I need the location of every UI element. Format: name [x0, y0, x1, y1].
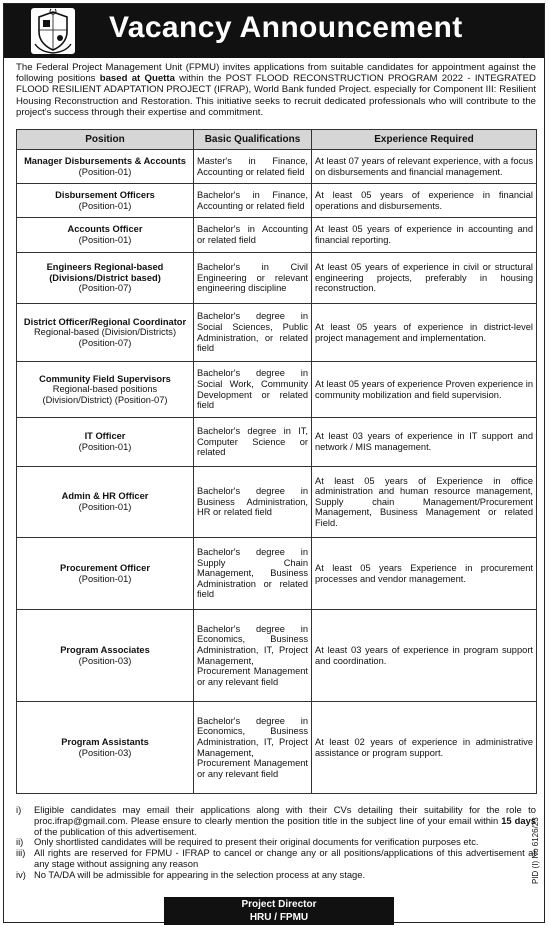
note-text: Eligible candidates may email their applications along with their CVs detailing their suitability for the role to proc.ifrap@gmail.com. Please ensure to clearly mention the position title in the subject line of your email within 15 days of the publication of this advertisement.: [34, 804, 536, 837]
position-name: District Officer/Regional Coordinator: [23, 316, 187, 327]
table-row: [17, 253, 537, 304]
note-text: No TA/DA will be admissible for appearing in the selection process at any stage.: [34, 868, 366, 880]
position-cell: [17, 150, 194, 184]
qualification-cell: Bachelor's degree in Economics, Business Administration, IT, Project Management, Procurement Management or any relevant field: [194, 610, 312, 702]
position-cell: [17, 467, 194, 538]
experience-cell: At least 05 years of experience in district-level project management and implementation.: [312, 304, 537, 362]
experience-cell: At least 02 years of experience in administrative assistance or program support.: [312, 702, 537, 794]
experience-cell: At least 07 years of relevant experience, with a focus on disbursements and financial management.: [312, 150, 537, 184]
position-count: Regional-based positions (Division/District) (Position-07): [42, 384, 168, 405]
note-text: Only shortlisted candidates will be required to present their original documents for verification purposes etc.: [34, 836, 479, 848]
signatory-office: HRU / FPMU: [249, 912, 309, 923]
position-cell: [17, 304, 194, 362]
position-count: (Position-01): [78, 166, 132, 177]
table-row: [17, 150, 537, 184]
table-row: [17, 538, 537, 610]
note-item: [16, 848, 536, 870]
experience-cell: At least 03 years of experience in IT support and network / MIS management.: [312, 418, 537, 467]
state-emblem-logo: [31, 8, 75, 54]
application-notes: [16, 805, 536, 881]
positions-table: [16, 129, 537, 794]
table-row: [17, 304, 537, 362]
position-cell: [17, 184, 194, 218]
position-count: (Position-01): [78, 502, 132, 512]
experience-cell: At least 03 years of experience in program support and coordination.: [312, 610, 537, 702]
table-row: [17, 184, 537, 218]
position-count: (Position-01): [78, 235, 132, 245]
position-name: Program Associates: [60, 644, 150, 655]
table-row: [17, 362, 537, 418]
intro-paragraph: The Federal Project Management Unit (FPMU) invites applications from suitable candidates for appointment against the following positions based at Quetta within the POST FLOOD RECONSTRUCTION PROGRAM 2022 - INTEGRATED FLOOD RESILIENT ADAPTATION PROJECT (IFRAP), World Bank funded Project. especially for Component III: Resilient Housing Reconstruction and Restoration. This initiative seeks to recruit dedicated professionals who will contribute to the project's success through their expertise and commitment.: [16, 62, 536, 118]
table-row: [17, 467, 537, 538]
column-header-experience: Experience Required: [312, 130, 537, 150]
qualification-cell: Bachelor's in Civil Engineering or relevant engineering discipline: [194, 253, 312, 304]
note-number: iv): [16, 868, 26, 880]
note-item: [16, 870, 536, 881]
table-header-row: [17, 130, 537, 150]
position-cell: [17, 362, 194, 418]
position-count: (Position-01): [78, 442, 132, 452]
experience-cell: At least 05 years of experience in accounting and financial reporting.: [312, 218, 537, 253]
experience-cell: At least 05 years of experience Proven experience in community mobilization and field supervision.: [312, 362, 537, 418]
position-cell: [17, 702, 194, 794]
position-cell: [17, 418, 194, 467]
table-row: [17, 702, 537, 794]
position-name: Admin & HR Officer: [61, 491, 149, 502]
note-number: iii): [16, 847, 26, 859]
experience-cell: At least 05 years of Experience in office administration and human resource management, Supply chain Management/Procurement Management, Business Management or related Field.: [312, 467, 537, 538]
column-header-position: Position: [17, 130, 194, 150]
note-number: ii): [16, 836, 24, 848]
position-cell: [17, 610, 194, 702]
qualification-cell: Master's in Finance, Accounting or related field: [194, 150, 312, 184]
note-item: [16, 805, 536, 837]
position-name: Procurement Officer: [60, 562, 150, 573]
position-count: (Position-03): [78, 655, 132, 666]
position-name: Program Assistants: [61, 736, 149, 747]
signatory-box: [164, 897, 394, 925]
column-header-qualifications: Basic Qualifications: [194, 130, 312, 150]
position-count: (Position-07): [78, 283, 132, 294]
note-text: All rights are reserved for FPMU - IFRAP to cancel or change any or all positions/applications of this advertisement at any stage without assigning any reason: [34, 847, 536, 869]
position-count: (Position-03): [78, 747, 132, 758]
position-name: Manager Disbursements & Accounts: [24, 155, 186, 166]
qualification-cell: Bachelor's degree in Social Work, Community Development or related field: [194, 362, 312, 418]
qualification-cell: Bachelor's degree in Supply Chain Management, Business Administration or related field: [194, 538, 312, 610]
title-banner: [4, 4, 544, 58]
qualification-cell: Bachelor's in Finance, Accounting or related field: [194, 184, 312, 218]
table-row: [17, 610, 537, 702]
qualification-cell: Bachelor's degree in IT, Computer Science or related: [194, 418, 312, 467]
position-count: (Position-01): [78, 573, 132, 584]
position-name: Community Field Supervisors: [39, 373, 171, 384]
position-name: Disbursement Officers: [55, 189, 155, 200]
position-count: Regional-based (Division/Districts) (Position-07): [33, 327, 177, 348]
position-cell: [17, 218, 194, 253]
experience-cell: At least 05 years of experience in financial operations and disbursements.: [312, 184, 537, 218]
qualification-cell: Bachelor's in Accounting or related field: [194, 218, 312, 253]
signatory-title: Project Director: [241, 899, 317, 910]
position-cell: [17, 538, 194, 610]
page-title: Vacancy Announcement: [109, 11, 463, 44]
qualification-cell: Bachelor's degree in Social Sciences, Public Administration, or related field: [194, 304, 312, 362]
position-name: Engineers Regional-based (Divisions/District based): [46, 262, 164, 283]
pid-number: PID (I) No 6126/23: [531, 817, 540, 884]
position-count: (Position-01): [78, 200, 132, 211]
vacancy-advertisement: [3, 3, 545, 923]
note-number: i): [16, 804, 22, 815]
experience-cell: At least 05 years of experience in civil or structural engineering projects, preferably in housing reconstruction.: [312, 253, 537, 304]
position-name: IT Officer: [84, 431, 126, 442]
position-cell: [17, 253, 194, 304]
table-row: [17, 418, 537, 467]
qualification-cell: Bachelor's degree in Economics, Business Administration, IT, Project Management, Procurement Management or any relevant field: [194, 702, 312, 794]
experience-cell: At least 05 years Experience in procurement processes and vendor management.: [312, 538, 537, 610]
position-name: Accounts Officer: [67, 224, 143, 235]
qualification-cell: Bachelor's degree in Business Administration, HR or related field: [194, 467, 312, 538]
table-row: [17, 218, 537, 253]
